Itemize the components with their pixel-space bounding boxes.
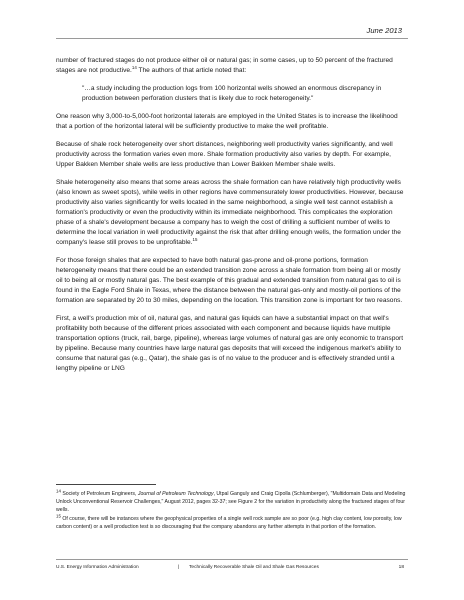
paragraph-1-text: number of fractured stages do not produce either oil or natural gas; in some cases, up to 50 percent of the fractured stages are not productive. (56, 57, 393, 74)
footer-rule (56, 559, 408, 560)
footnote-15-text: Of course, there will be instances where the geophysical properties of a single well rock sample are so poor (e.g. high clay content, low porosity, low carbon content) or a well production test is so discouraging that the company abandons any further attempts in that portion of the formation. (56, 516, 402, 530)
footnote-15-number: 15 (56, 513, 61, 519)
block-quote: "…a study including the production logs from 100 horizontal wells showed an enormous discrepancy in production between perforation clusters that is likely due to rock heterogeneity." (82, 85, 382, 102)
paragraph-2: One reason why 3,000-to-5,000-foot horizontal laterals are employed in the United States is to increase the likelihood that a portion of the horizontal lateral will be sufficiently productive to make the well profitable. (56, 113, 398, 130)
paragraph-1 (56, 56, 408, 76)
footnote-14-text-b: , Utpal Ganguly and Craig Cipolla (Schlumberger), "Multidomain Data and Modeling Unlock Unconventional Reservoir Challenges," August 2012, pages 32-37; see Figure 2 for the variation in productivity along the fractured stages of four wells. (56, 491, 406, 513)
paragraph-4 (56, 178, 408, 248)
footer-agency: U.S. Energy Information Administration (56, 565, 139, 570)
footnotes (56, 490, 408, 532)
header-rule (56, 38, 408, 39)
footnote-14 (56, 490, 408, 514)
paragraph-5: For those foreign shales that are expected to have both natural gas-prone and oil-prone portions, formation heterogeneity means that there could be an extended transition zone across a shale formation from being all or mostly oil to being all or mostly natural gas. The best example of this gradual and extended transition from natural gas to oil is found in the Eagle Ford Shale in Texas, where the distance between the natural gas-only and mostly-oil portions of the formation are separated by 20 to 30 miles, depending on the location. This transition zone is important for two reasons. (56, 257, 403, 304)
footer-report-title: Technically Recoverable Shale Oil and Shale Gas Resources (189, 565, 319, 570)
paragraph-4-text: Shale heterogeneity also means that some areas across the shale formation can have relatively high productivity wells (also known as sweet spots), while wells in other regions have commensurately lower productivities. However, because productivity also varies significantly for wells located in the same neighborhood, a single well test cannot establish a formation's productivity or even the productivity within its immediate neighborhood. This complicates the exploration phase of a shale's development because a company has to weigh the cost of drilling a sufficient number of wells to determine the local variation in well productivity against the risk that after drilling enough wells, the formation under the company's lease still proves to be unprofitable. (56, 179, 404, 246)
footnote-15 (56, 515, 408, 531)
footnote-14-text-a: Society of Petroleum Engineers, (60, 491, 138, 497)
header-date: June 2013 (366, 26, 402, 35)
footnote-ref-14: 14 (131, 64, 137, 70)
footnote-14-number: 14 (56, 488, 61, 494)
paragraph-3: Because of shale rock heterogeneity over short distances, neighboring well productivity varies significantly, and well productivity across the formation varies even more. Shale formation productivity also varies by depth. For example, Upper Bakken Member shale wells are less productive than Lower Bakken Member shale wells. (56, 141, 393, 168)
paragraph-6: First, a well's production mix of oil, natural gas, and natural gas liquids can have a substantial impact on that well's profitability both because of the different prices associated with each component and because liquids have multiple transportation options (truck, rail, barge, pipeline), whereas large volumes of natural gas are only economic to transport by pipeline. Because many countries have large natural gas deposits that will exceed the indigenous market's ability to consume that natural gas (e.g., Qatar), the shale gas is of no value to the producer and is effectively stranded until a lengthy pipeline or LNG (56, 315, 404, 372)
footer-separator: | (178, 565, 180, 570)
paragraph-1-tail: The authors of that article noted that: (136, 67, 247, 74)
footnote-14-journal: Journal of Petroleum Technology (137, 491, 214, 497)
footnote-rule (56, 484, 156, 485)
page-number: 18 (398, 565, 404, 570)
body-text (56, 56, 408, 382)
footnote-ref-15: 15 (192, 236, 198, 242)
